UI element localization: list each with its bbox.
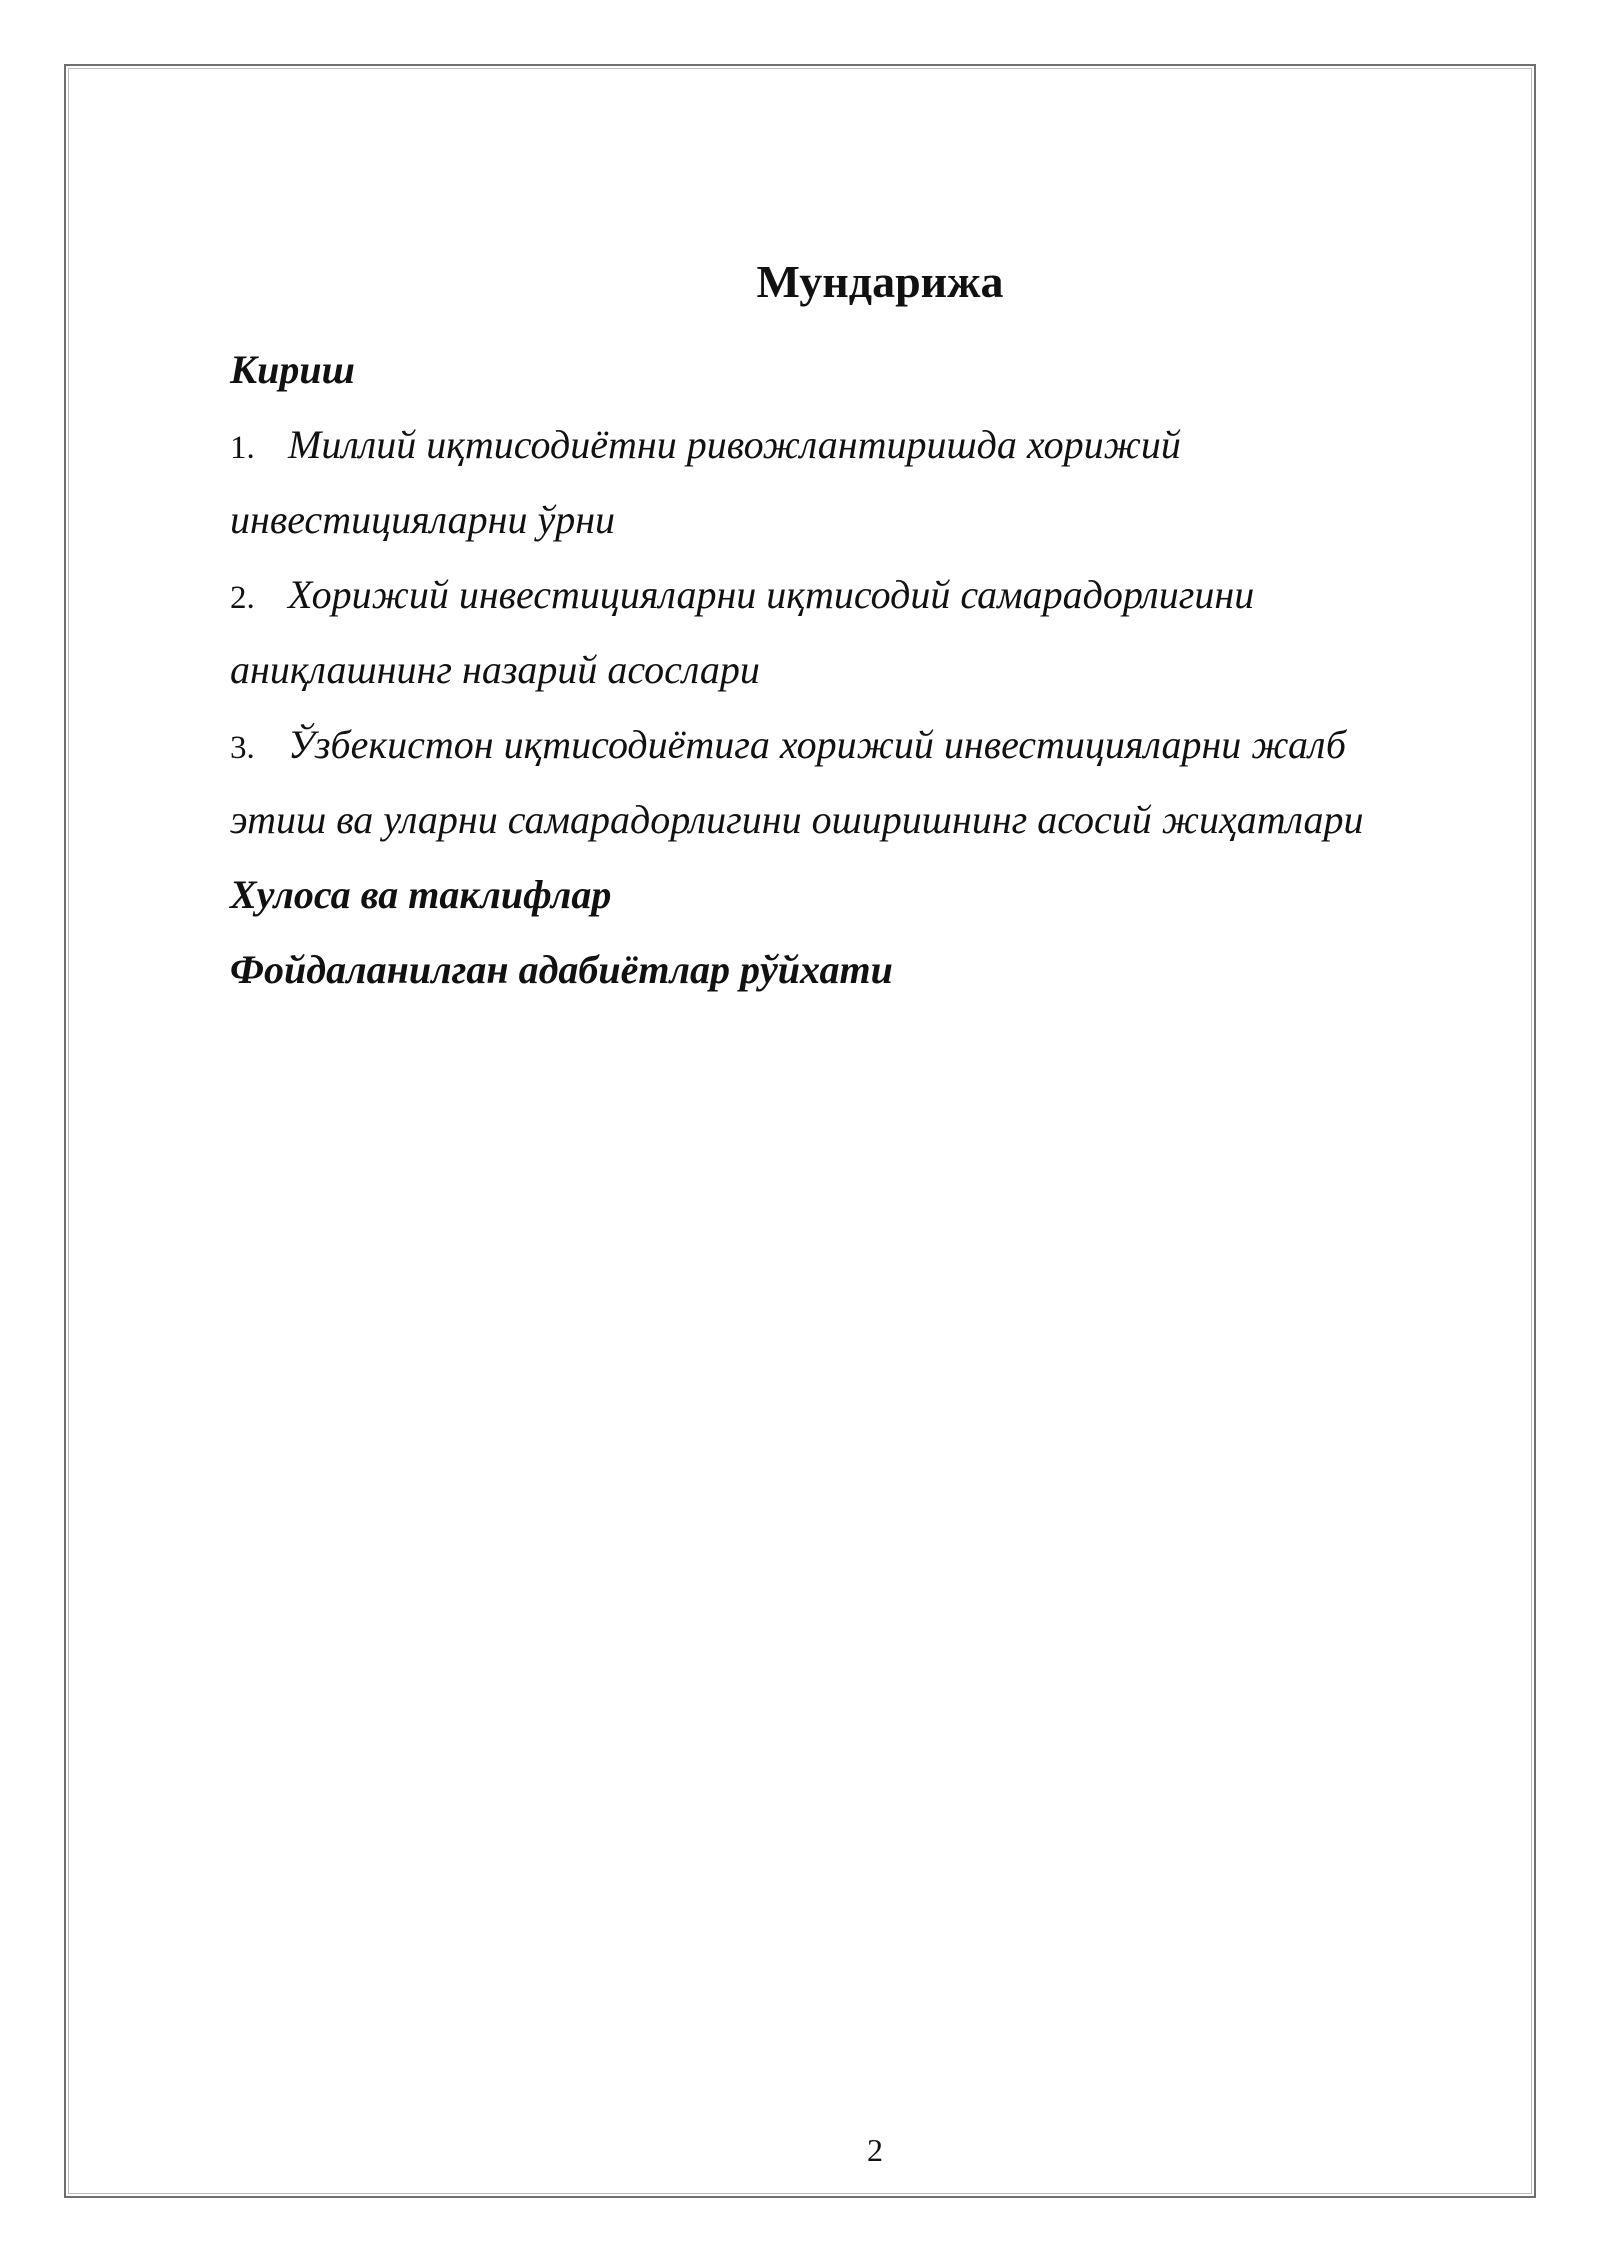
toc-item-text: Миллий иқтисодиётни ривожлантиришда хорижий bbox=[288, 422, 1181, 467]
toc-item-number: 1. bbox=[230, 430, 255, 466]
toc-item-3-continuation: этиш ва уларни самарадорлигини оширишнинг асосий жиҳатлари bbox=[230, 797, 1364, 842]
table-of-contents bbox=[230, 332, 1470, 1007]
toc-item-number: 3. bbox=[230, 730, 255, 766]
toc-item-number: 2. bbox=[230, 580, 255, 616]
toc-item-text: Ўзбекистон иқтисодиётига хорижий инвестицияларни жалб bbox=[288, 722, 1347, 767]
toc-conclusion: Хулоса ва таклифлар bbox=[230, 872, 612, 917]
toc-item-2-continuation: аниқлашнинг назарий асослари bbox=[230, 647, 760, 692]
toc-references: Фойдаланилган адабиётлар рўйхати bbox=[230, 947, 893, 992]
toc-item-2 bbox=[230, 557, 1470, 632]
toc-item-text: Хорижий инвестицияларни иқтисодий самарадорлигини bbox=[288, 572, 1255, 617]
toc-item-3 bbox=[230, 707, 1470, 782]
page-title: Мундарижа bbox=[756, 256, 1004, 307]
page-number: 2 bbox=[867, 2132, 883, 2168]
toc-item-1 bbox=[230, 407, 1470, 482]
toc-introduction: Кириш bbox=[230, 347, 355, 392]
toc-item-1-continuation: инвестицияларни ўрни bbox=[230, 497, 616, 542]
